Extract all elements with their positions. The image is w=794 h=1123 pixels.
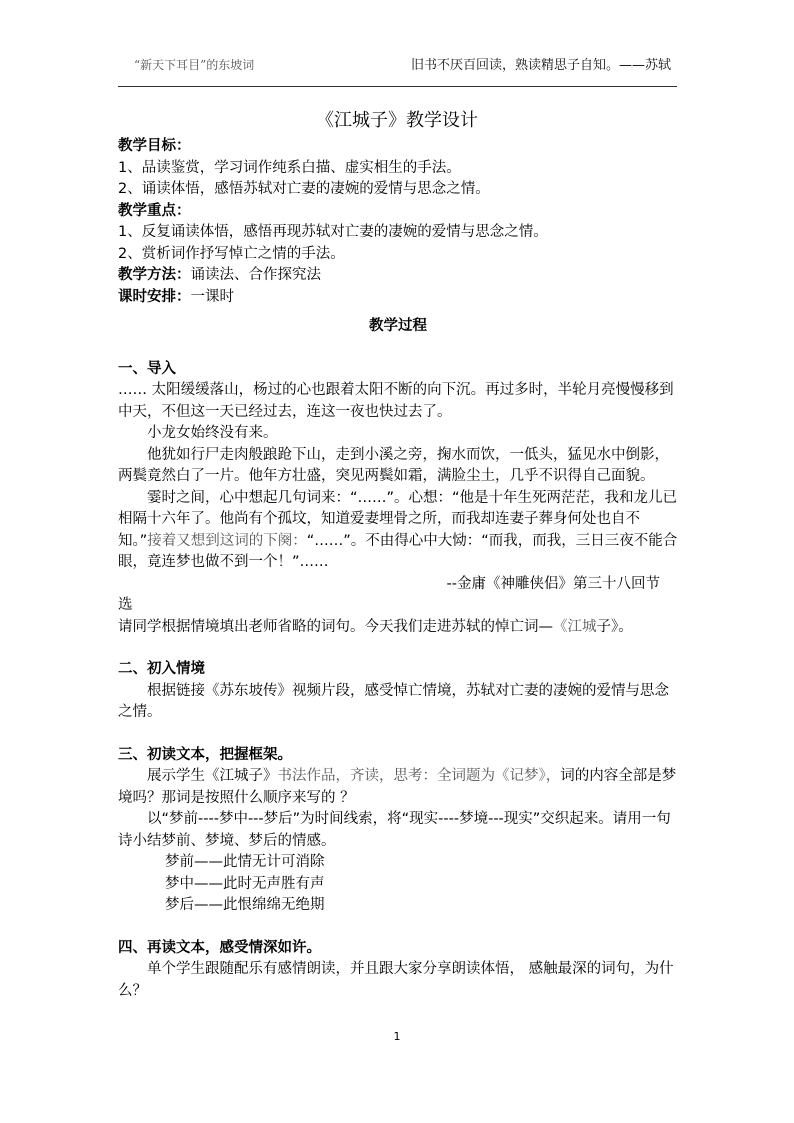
- objective-item: 1、品读鉴赏，学习词作纯系白描、虚实相生的手法。: [118, 159, 461, 176]
- section-heading: 三、初读文本，把握框架。: [118, 746, 292, 763]
- section-text-gray: 书法作品，齐读，思考：全词题为《记梦》，: [277, 768, 561, 784]
- section-heading: 四、再读文本，感受情深如许。: [118, 939, 321, 956]
- summary-item: 梦前——此情无计可消除: [165, 854, 325, 870]
- story-text: 霎时之间，心中想起几句词来：“……”。心想：“他是十年生死两茫茫，我和龙儿已相隔十六年了。他尚有个孤坟，知道爱妻埋骨之所，而我却连妻子葬身何处也自不知。”: [118, 489, 678, 549]
- header-right-quote: 旧书不厌百回读，熟读精思子自知。——苏轼: [410, 58, 671, 73]
- task-text-gray: 《江城: [553, 618, 597, 635]
- task-paragraph: [118, 617, 678, 639]
- section-text: 词的内容全部是梦境吗？那词是按照什么顺序来写的 ？: [118, 768, 677, 806]
- story-paragraph: 小龙女始终没有来。: [147, 425, 278, 441]
- section-paragraph: 根据链接《苏东坡传》视频片段，感受悼亡情境，苏轼对亡妻的凄婉的爱情与思念之情。: [118, 682, 669, 720]
- story-paragraph: 他犹如行尸走肉般踉跄下山，走到小溪之旁，掬水而饮，一低头，猛见水中倒影，两鬓竟然白了一片。他年方壮盛，突见两鬓如霜，满脸尘土，几乎不识得自己面貌。: [118, 446, 669, 484]
- section-heading: 一、导入: [118, 360, 176, 377]
- document-body: [118, 136, 678, 1002]
- methods-line: [118, 265, 678, 287]
- methods-label: 教学方法：: [118, 267, 191, 283]
- key-point-item: 2、赏析词作抒写悼亡之情的手法。: [118, 245, 345, 262]
- key-points-heading: 教学重点：: [118, 202, 191, 219]
- story-paragraph: [118, 488, 678, 574]
- process-title: 教学过程: [369, 318, 427, 334]
- summary-item: 梦中——此时无声胜有声: [165, 875, 325, 892]
- task-text: 请同学根据情境填出老师省略的词句。今天我们走进苏轼的悼亡词—: [118, 618, 553, 635]
- story-paragraph: …… 太阳缓缓落山，杨过的心也跟着太阳不断的向下沉。再过多时，半轮月亮慢慢移到中天，不但这一天已经过去，连这一夜也快过去了。: [118, 382, 674, 420]
- key-point-item: 1、反复诵读体悟，感悟再现苏轼对亡妻的凄婉的爱情与思念之情。: [118, 224, 548, 240]
- section-heading: 二、初入情境: [118, 661, 205, 677]
- task-text: 子》。: [596, 618, 633, 635]
- objectives-heading: 教学目标：: [118, 138, 191, 154]
- objective-item: 2、诵读体悟，感悟苏轼对亡妻的凄婉的爱情与思念之情。: [118, 181, 490, 197]
- header-left-text: “新天下耳目”的东坡词: [134, 58, 255, 72]
- page-number: 1: [393, 1030, 401, 1043]
- header-divider: [118, 86, 677, 87]
- section-paragraph: 以“梦前----梦中---梦后”为时间线索，将“现实----梦境---现实”交织起来。请用一句诗小结梦前、梦境、梦后的情感。: [118, 811, 671, 849]
- story-source: --金庸《神雕侠侣》第三十八回节: [446, 575, 660, 592]
- story-text: “……”。不由得心中大恸：“而我，而我，三日三夜不能合眼，竟连梦也做不到一个！”……: [118, 532, 678, 570]
- schedule-line: [118, 287, 678, 309]
- document-title: 《江城子》教学设计: [316, 110, 478, 131]
- methods-value: 诵读法、合作探究法: [190, 267, 321, 283]
- section-text: 展示学生《江城子》: [147, 768, 278, 784]
- schedule-value: 一课时: [190, 288, 234, 305]
- story-text-gray: 接着又想到这词的下阕：: [147, 532, 307, 549]
- section-paragraph: 单个学生跟随配乐有感情朗读，并且跟大家分享朗读体悟， 感触最深的词句，为什么？: [118, 961, 674, 999]
- section-paragraph: [118, 766, 678, 809]
- story-source-cont: 选: [118, 597, 133, 613]
- schedule-label: 课时安排：: [118, 288, 191, 305]
- summary-item: 梦后——此恨绵绵无绝期: [165, 897, 325, 913]
